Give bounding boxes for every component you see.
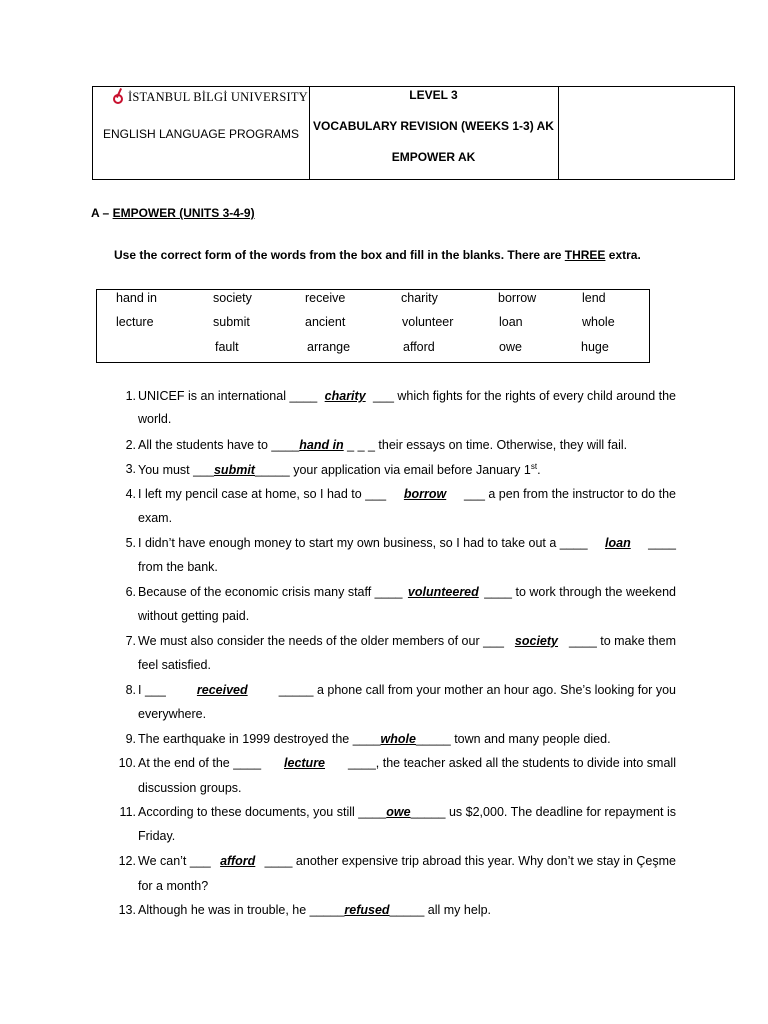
word-box-word: lend (582, 291, 606, 305)
question-text: Because of the economic crisis many staff ____ (138, 585, 403, 599)
question-continuation: Friday. (138, 829, 176, 843)
word-box-word: receive (305, 291, 346, 305)
question-line (138, 389, 676, 403)
word-box-word: arrange (307, 340, 351, 354)
question-line (138, 487, 676, 501)
question-line (138, 854, 676, 868)
document-title: VOCABULARY REVISION (WEEKS 1-3) AK (313, 119, 554, 133)
instructions-emphasis: THREE (564, 248, 606, 262)
word-box-word: afford (403, 340, 435, 354)
question-text: We must also consider the needs of the older members of our ___ (138, 634, 504, 648)
question-text: ____ to work through the weekend (484, 585, 676, 599)
question-text: ____ to make them (568, 634, 676, 648)
question-text: ____ (648, 536, 676, 550)
question-continuation: from the bank. (138, 560, 218, 574)
word-box-word: owe (499, 340, 522, 354)
question-text: UNICEF is an international ____ (138, 389, 318, 403)
question-number: 2. (125, 438, 136, 452)
question-text: _____ town and many people died. (415, 732, 611, 746)
answer: lecture (284, 756, 326, 770)
answer: charity (324, 389, 366, 403)
question-line (138, 732, 611, 746)
question-continuation: everywhere. (138, 707, 207, 721)
question-continuation: world. (138, 412, 172, 426)
question-line (138, 462, 541, 477)
ordinal-suffix: st (530, 462, 538, 471)
question-text: ____ another expensive trip abroad this year. Why don’t we stay in Çeşme (264, 854, 676, 868)
question-line (138, 438, 627, 452)
question-text: _ _ _ their essays on time. Otherwise, they will fail. (343, 438, 628, 452)
word-box-word: submit (213, 315, 250, 329)
question-text: _____ your application via email before January 1 (254, 463, 531, 478)
word-box-word: loan (499, 315, 523, 329)
question-line (138, 903, 491, 917)
question-line (138, 683, 676, 697)
question-text: You must ___ (138, 463, 214, 478)
answer: whole (380, 732, 416, 746)
answer: refused (344, 903, 390, 917)
word-box-word: ancient (305, 315, 346, 329)
word-box-word: huge (581, 340, 609, 354)
question-number: 10. (118, 756, 136, 770)
word-box-word: hand in (116, 291, 158, 305)
question-line (138, 756, 676, 770)
answer: loan (605, 536, 631, 550)
program-name: ENGLISH LANGUAGE PROGRAMS (102, 127, 300, 141)
question-number: 8. (125, 683, 136, 697)
question-continuation: without getting paid. (138, 609, 250, 623)
answer: society (514, 634, 558, 648)
question-text: _____ a phone call from your mother an hour ago. She’s looking for you (278, 683, 676, 697)
section-prefix: A – (91, 206, 110, 220)
document-subtitle: EMPOWER AK (391, 150, 476, 164)
question-text: At the end of the ____ (138, 756, 262, 770)
answer: hand in (299, 438, 344, 452)
question-text: ___ which fights for the rights of every child around the (373, 389, 676, 403)
answer: afford (220, 854, 256, 868)
answer: received (196, 683, 248, 697)
question-number: 1. (125, 389, 136, 403)
question-continuation: discussion groups. (138, 781, 242, 795)
question-number: 11. (119, 805, 136, 819)
question-continuation: feel satisfied. (138, 658, 211, 672)
question-text: I left my pencil case at home, so I had to ___ (138, 487, 387, 501)
word-box-word: charity (401, 291, 438, 305)
question-number: 7. (125, 634, 136, 648)
level-label: LEVEL 3 (409, 88, 458, 102)
university-name: İSTANBUL BİLGİ UNIVERSITY (128, 90, 308, 104)
section-title: EMPOWER (UNITS 3-4-9) (112, 206, 255, 220)
question-number: 13. (118, 903, 136, 917)
university-logo (113, 90, 308, 105)
question-text: The earthquake in 1999 destroyed the ____ (138, 732, 381, 746)
word-box-word: whole (582, 315, 615, 329)
question-continuation: exam. (138, 511, 173, 525)
question-continuation: for a month? (138, 879, 209, 893)
question-line (138, 805, 676, 819)
header-cell-title (309, 87, 559, 179)
section-heading (91, 206, 255, 220)
word-box-word: society (213, 291, 252, 305)
question-line (138, 634, 676, 648)
question-text: I ___ (138, 683, 166, 697)
instructions-tail: extra. (608, 248, 641, 262)
question-number: 6. (125, 585, 136, 599)
word-box-word: lecture (116, 315, 154, 329)
question-text: All the students have to ____ (138, 438, 300, 452)
question-text: According to these documents, you still ____ (138, 805, 387, 819)
question-number: 5. (125, 536, 136, 550)
bilgi-logo-icon (113, 92, 125, 104)
header-cell-institution (93, 87, 310, 179)
question-number: 3. (125, 462, 136, 476)
answer: owe (386, 805, 411, 819)
word-box (96, 289, 650, 363)
question-text: I didn’t have enough money to start my own business, so I had to take out a ____ (138, 536, 588, 550)
answer: submit (213, 463, 255, 478)
question-line (138, 585, 676, 599)
instructions (114, 248, 641, 262)
question-text: . (537, 463, 541, 478)
question-text: _____ us $2,000. The deadline for repayment is (410, 805, 676, 819)
question-number: 4. (125, 487, 136, 501)
instructions-text: Use the correct form of the words from the box and fill in the blanks. There are (114, 248, 562, 262)
answer: volunteered (407, 585, 479, 599)
question-text: ____, the teacher asked all the students to divide into small (348, 756, 676, 770)
question-line (138, 536, 676, 550)
question-text: ___ a pen from the instructor to do the (464, 487, 676, 501)
question-text: We can’t ___ (138, 854, 211, 868)
question-text: Although he was in trouble, he _____ (138, 903, 345, 917)
question-number: 9. (125, 732, 136, 746)
word-box-word: volunteer (402, 315, 454, 329)
word-box-word: fault (215, 340, 239, 354)
answer: borrow (403, 487, 447, 501)
question-text: _____ all my help. (389, 903, 492, 917)
header-table (92, 86, 735, 180)
word-box-word: borrow (498, 291, 537, 305)
question-number: 12. (118, 854, 136, 868)
